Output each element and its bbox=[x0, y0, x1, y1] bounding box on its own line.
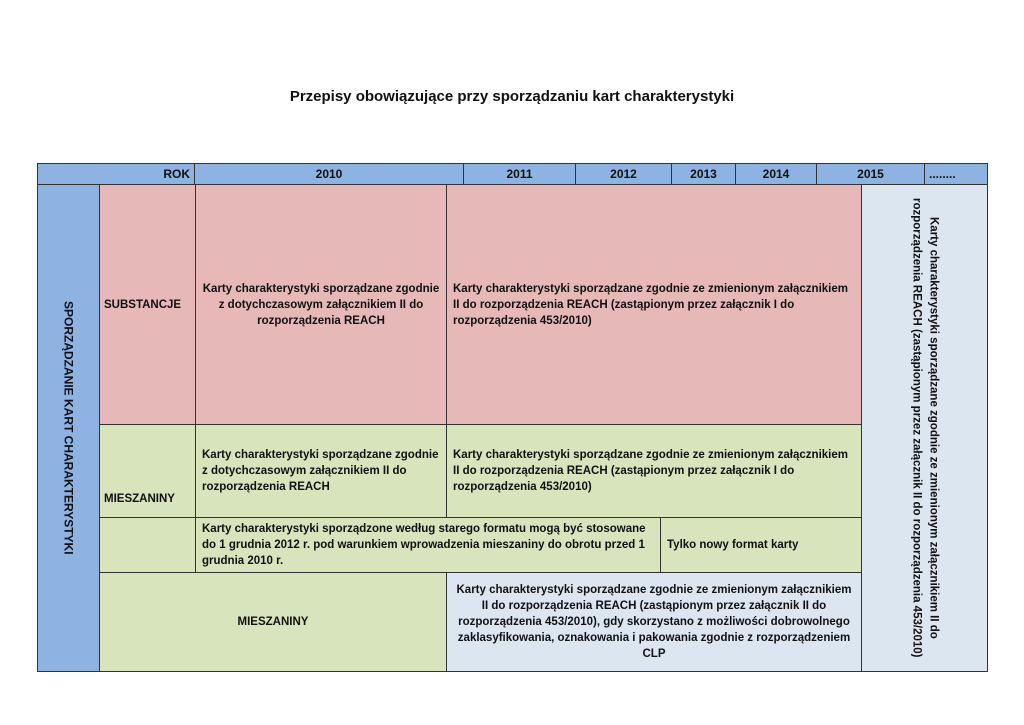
header-year-2015: 2015 bbox=[816, 163, 925, 185]
mieszaniny-old-format-text: Karty charakterystyki sporządzone według starego formatu mogą być stosowane do 1 grudnia 2012 r. pod warunkiem wprowadzenia mieszaniny do obrotu przed 1 grudnia 2010 r. bbox=[195, 517, 661, 573]
substancje-label: SUBSTANCJE bbox=[99, 184, 196, 425]
substancje-2010-text: Karty charakterystyki sporządzane zgodnie z dotychczasowym załącznikiem II do rozporządzenia REACH bbox=[195, 184, 447, 425]
mieszaniny-2010-text: Karty charakterystyki sporządzane zgodnie z dotychczasowym załącznikiem II do rozporządzenia REACH bbox=[195, 424, 447, 518]
header-year-2014: 2014 bbox=[735, 163, 817, 185]
mieszaniny-label: MIESZANINY bbox=[99, 424, 196, 518]
substancje-later-text: Karty charakterystyki sporządzane zgodnie ze zmienionym załącznikiem II do rozporządzenia REACH (zastąpionym przez załącznik I do rozporządzenia 453/2010) bbox=[446, 184, 862, 425]
header-year-2011: 2011 bbox=[463, 163, 576, 185]
mieszaniny-clp-text: Karty charakterystyki sporządzane zgodnie ze zmienionym załącznikiem II do rozporządzenia REACH (zastąpionym przez załącznik II do rozporządzenia 453/2010), gdy skorzystano z możliwości dobrowolnego zaklasyfikowania, oznakowania i pakowania zgodnie z rozporządzeniem CLP bbox=[446, 572, 862, 672]
header-year-2013: 2013 bbox=[671, 163, 736, 185]
header-year-more: ........ bbox=[924, 163, 988, 185]
mieszaniny-later-text: Karty charakterystyki sporządzane zgodnie ze zmienionym załącznikiem II do rozporządzenia REACH (zastąpionym przez załącznik I do rozporządzenia 453/2010) bbox=[446, 424, 862, 518]
side-label: SPORZĄDZANIE KART CHARAKTERYSTYKI bbox=[61, 301, 76, 555]
right-column-text: Karty charakterystyki sporządzane zgodnie ze zmienionym załącznikiem II do rozporządzenia REACH (zastąpionym przez załącznik II do rozporządzenia 453/2010) bbox=[910, 198, 940, 658]
mieszaniny-new-format-text: Tylko nowy format karty bbox=[660, 517, 862, 573]
header-year-2012: 2012 bbox=[575, 163, 672, 185]
side-label-cell bbox=[37, 184, 100, 672]
page-title: Przepisy obowiązujące przy sporządzaniu kart charakterystyki bbox=[289, 88, 735, 105]
right-column-cell bbox=[861, 184, 988, 672]
mieszaniny-clp-label: MIESZANINY bbox=[99, 572, 447, 672]
header-rok: ROK bbox=[37, 163, 195, 185]
mieszaniny-label-cont bbox=[99, 517, 196, 573]
header-year-2010: 2010 bbox=[194, 163, 464, 185]
